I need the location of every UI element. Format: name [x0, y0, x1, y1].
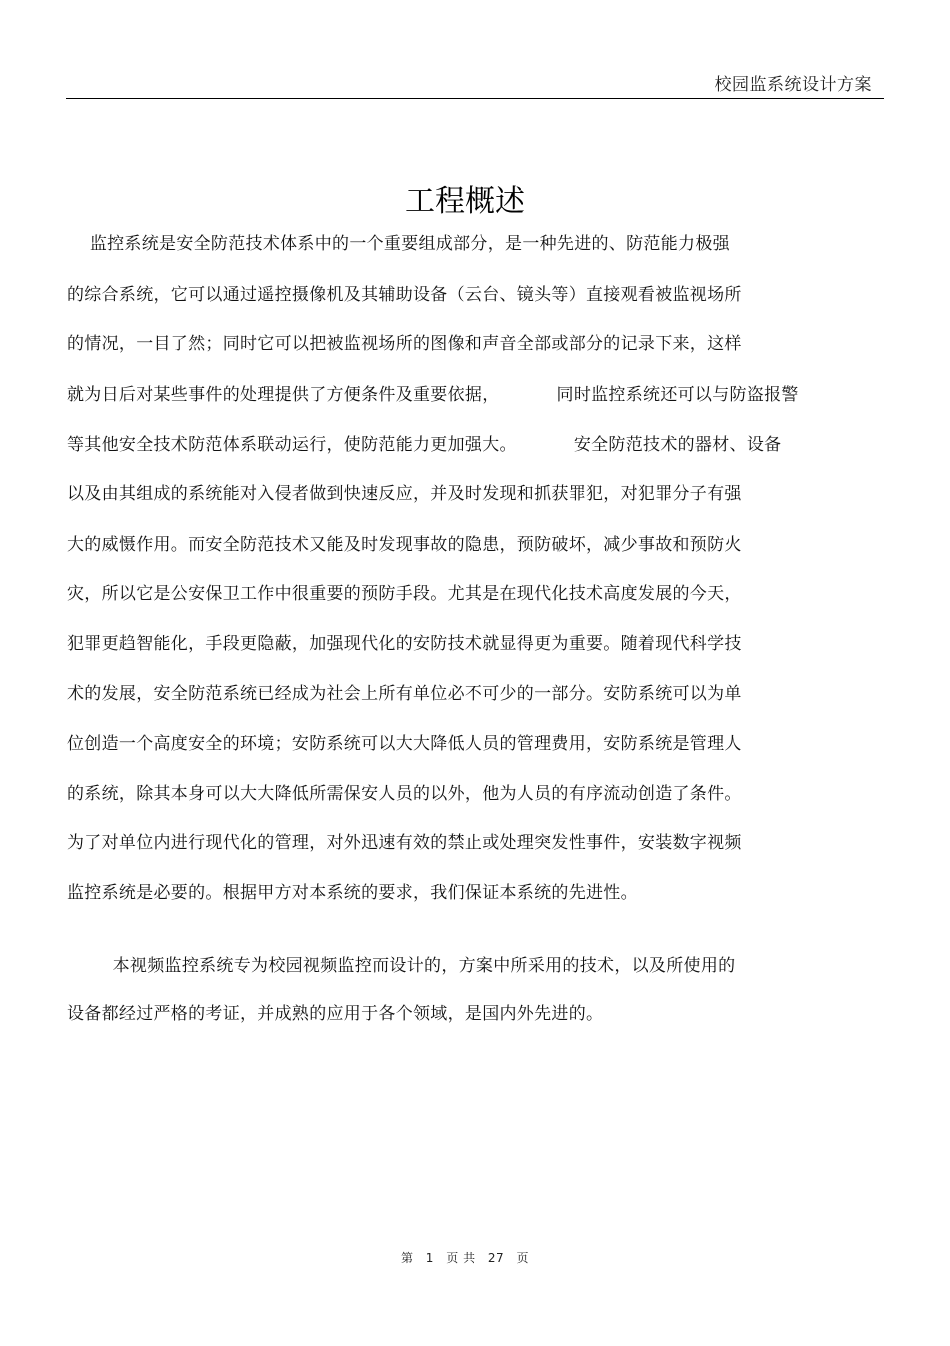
body-line: 大的威慑作用。而安全防范技术又能及时发现事故的隐患，预防破坏，减少事故和预防火 [67, 535, 742, 555]
footer-page-number: 1 [425, 1251, 434, 1265]
body-line: 位创造一个高度安全的环境；安防系统可以大大降低人员的管理费用，安防系统是管理人 [67, 734, 742, 754]
body-line: 为了对单位内进行现代化的管理，对外迅速有效的禁止或处理突发性事件，安装数字视频 [67, 833, 742, 853]
body-line: 的系统，除其本身可以大大降低所需保安人员的以外，他为人员的有序流动创造了条件。 [67, 784, 742, 804]
body-line: 就为日后对某些事件的处理提供了方便条件及重要依据， 同时监控系统还可以与防盗报警 [67, 385, 799, 405]
document-title: 工程概述 [405, 184, 525, 219]
body-line: 本视频监控系统专为校园视频监控而设计的，方案中所采用的技术，以及所使用的 [67, 956, 736, 976]
header-divider [66, 98, 884, 99]
body-line: 灾，所以它是公安保卫工作中很重要的预防手段。尤其是在现代化技术高度发展的今天， [67, 584, 742, 604]
footer-middle: 页 共 [446, 1251, 476, 1265]
body-line: 监控系统是安全防范技术体系中的一个重要组成部分，是一种先进的、防范能力极强 [67, 234, 730, 254]
body-line: 的情况，一目了然；同时它可以把被监视场所的图像和声音全部或部分的记录下来，这样 [67, 334, 742, 354]
body-line: 术的发展，安全防范系统已经成为社会上所有单位必不可少的一部分。安防系统可以为单 [67, 684, 742, 704]
body-line: 犯罪更趋智能化，手段更隐蔽，加强现代化的安防技术就显得更为重要。随着现代科学技 [67, 634, 742, 654]
body-line: 监控系统是必要的。根据甲方对本系统的要求，我们保证本系统的先进性。 [67, 883, 638, 903]
page-number-footer [0, 1249, 930, 1266]
footer-prefix: 第 [400, 1251, 414, 1265]
header-title: 校园监系统设计方案 [714, 75, 872, 95]
footer-suffix: 页 [516, 1251, 530, 1265]
body-line: 以及由其组成的系统能对入侵者做到快速反应，并及时发现和抓获罪犯，对犯罪分子有强 [67, 484, 742, 504]
body-line: 设备都经过严格的考证，并成熟的应用于各个领域，是国内外先进的。 [67, 1004, 604, 1024]
body-line: 的综合系统，它可以通过遥控摄像机及其辅助设备（云台、镜头等）直接观看被监视场所 [67, 285, 742, 305]
footer-page-total: 27 [487, 1251, 505, 1265]
body-line: 等其他安全技术防范体系联动运行，使防范能力更加强大。 安全防范技术的器材、设备 [67, 435, 782, 455]
